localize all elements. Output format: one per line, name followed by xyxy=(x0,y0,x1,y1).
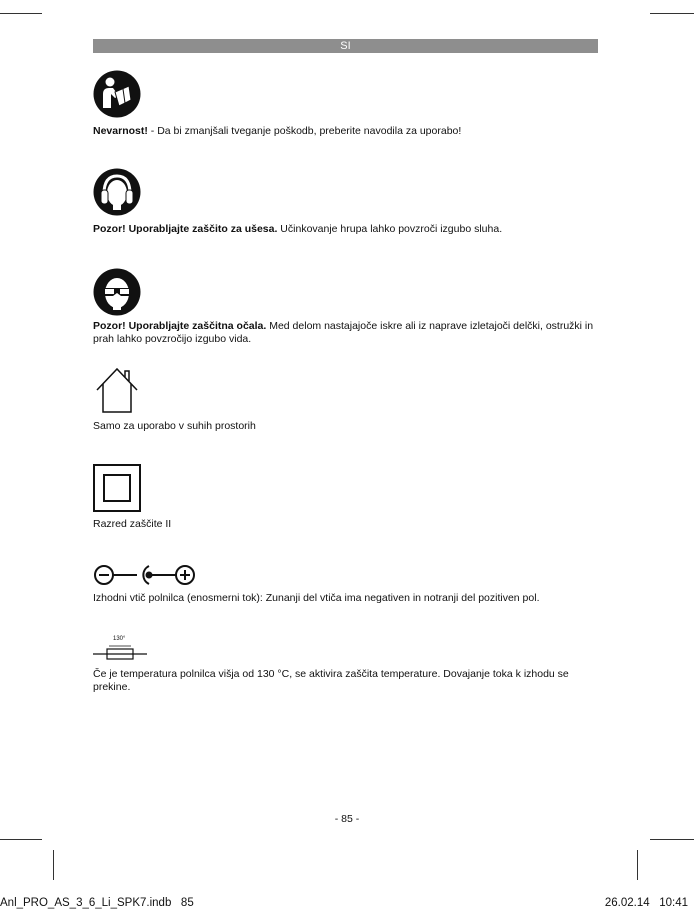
thermal-fuse-text xyxy=(93,668,598,694)
language-code: SI xyxy=(340,40,351,52)
indoor-use-text xyxy=(93,420,598,433)
protection-class-description: Razred zaščite II xyxy=(93,518,172,530)
read-manual-text xyxy=(93,125,598,138)
ear-protection-icon xyxy=(93,168,141,221)
ear-protection-text xyxy=(93,223,598,236)
polarity-icon xyxy=(93,564,197,591)
polarity-text xyxy=(93,592,598,605)
safety-goggles-icon xyxy=(93,268,141,321)
crop-mark xyxy=(53,850,54,880)
page-number: - 85 - xyxy=(334,813,360,825)
indoor-use-description: Samo za uporabo v suhih prostorih xyxy=(93,420,256,432)
eye-protection-description: Med delom nastajajoče iskre ali iz naprave izletajoči delčki, ostružki in prah lahko povzročijo izgubo vida. xyxy=(93,320,594,345)
read-manual-description: - Da bi zmanjšali tveganje poškodb, preberite navodila za uporabo! xyxy=(147,125,462,137)
read-manual-warning: Nevarnost! xyxy=(93,125,148,137)
eye-protection-text xyxy=(93,320,598,346)
eye-protection-warning: Pozor! Uporabljajte zaščitna očala. xyxy=(93,320,267,332)
thermal-fuse-label: 130° xyxy=(113,636,126,642)
polarity-description: Izhodni vtič polnilca (enosmerni tok): Zunanji del vtiča ima negativen in notranji del pozitiven pol. xyxy=(93,592,540,604)
crop-mark xyxy=(650,13,694,14)
thermal-fuse-icon xyxy=(93,637,147,661)
thermal-fuse-description: Če je temperatura polnilca višja od 130 °C, se aktivira zaščita temperature. Dovajanje toka k izhodu se prekine. xyxy=(93,668,569,693)
language-header xyxy=(93,39,598,53)
protection-class-text xyxy=(93,518,598,531)
ear-protection-description: Učinkovanje hrupa lahko povzroči izgubo sluha. xyxy=(277,223,503,235)
crop-mark xyxy=(650,839,694,840)
crop-mark xyxy=(0,839,42,840)
house-icon xyxy=(93,366,141,419)
protection-class-ii-icon xyxy=(93,464,141,517)
ear-protection-warning: Pozor! Uporabljajte zaščito za ušesa. xyxy=(93,223,278,235)
date-time: 26.02.14 10:41 xyxy=(604,897,688,909)
crop-mark xyxy=(637,850,638,880)
crop-mark xyxy=(0,13,42,14)
read-manual-icon xyxy=(93,70,141,123)
file-info: Anl_PRO_AS_3_6_Li_SPK7.indb 85 xyxy=(0,897,194,909)
